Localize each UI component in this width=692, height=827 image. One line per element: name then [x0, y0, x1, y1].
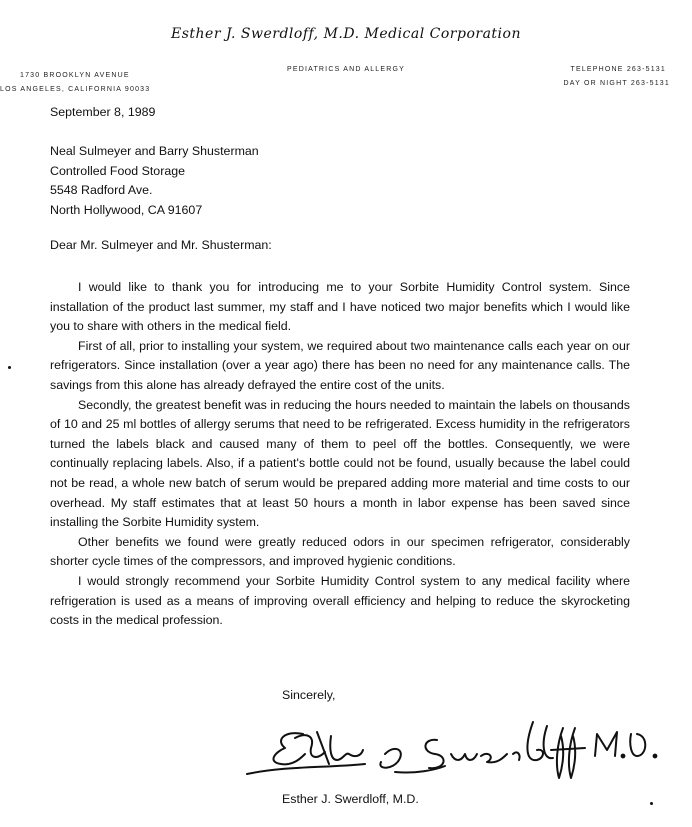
paragraph: I would strongly recommend your Sorbite Humidity Control system to any medical facility where refrigeration is used as a means of improving overall efficiency and helping to reduce the skyrocketing costs in the medical profession.	[50, 573, 630, 628]
paragraph: Other benefits we found were greatly reduced odors in our specimen refrigerator, considerably shorter cycle times of the compressors, and improved hygienic conditions.	[50, 534, 630, 569]
letterhead-name: Esther J. Swerdloff, M.D. Medical Corporation	[171, 26, 521, 42]
letterhead-address-2: LOS ANGELES, CALIFORNIA 90033	[0, 86, 151, 93]
paragraph: I would like to thank you for introducing me to your Sorbite Humidity Control system. Since installation of the product last summer, my staff and I have noticed two major benefits which I would like you to share with others in the medical field.	[50, 280, 630, 334]
paragraph: First of all, prior to installing your system, we required about two maintenance calls each year on our refrigerators. Since installation (over a year ago) there has been no need for any maintenance calls. The savings from this alone has already defrayed the entire cost of the units.	[50, 338, 630, 392]
signer-name: Esther J. Swerdloff, M.D.	[282, 792, 419, 806]
handwritten-signature	[245, 714, 665, 786]
recipient-line: North Hollywood, CA 91607	[50, 202, 203, 217]
recipient-line: 5548 Radford Ave.	[50, 183, 153, 198]
closing: Sincerely,	[282, 688, 336, 702]
letterhead-telephone: TELEPHONE 263-5131	[570, 66, 666, 73]
letter-date: September 8, 1989	[50, 105, 156, 119]
letterhead-specialty: PEDIATRICS AND ALLERGY	[286, 66, 406, 73]
paragraph: Secondly, the greatest benefit was in reducing the hours needed to maintain the labels on thousands of 10 and 25 ml bottles of allergy serums that need to be refrigerated. Excess humidity in the refrigerators turned the labels black and caused many of them to peel off the bottles. Consequently, we were continually replacing labels. Also, if a patient's bottle could not be found, usually because the label could not be read, a whole new batch of serum would be prepared adding more material and time costs to our overhead. My staff estimates that at least 50 hours a month in labor expense has been saved since installing the Sorbite Humidity system.	[50, 397, 630, 530]
recipient-address	[50, 142, 630, 220]
letterhead-night-line: DAY OR NIGHT 263-5131	[563, 80, 670, 87]
letter-body	[50, 278, 630, 631]
margin-mark	[8, 366, 11, 369]
letterhead-address-1: 1730 BROOKLYN AVENUE	[20, 72, 130, 79]
recipient-line: Controlled Food Storage	[50, 163, 186, 178]
margin-mark	[650, 802, 653, 805]
salutation: Dear Mr. Sulmeyer and Mr. Shusterman:	[50, 238, 272, 252]
recipient-line: Neal Sulmeyer and Barry Shusterman	[50, 144, 259, 158]
